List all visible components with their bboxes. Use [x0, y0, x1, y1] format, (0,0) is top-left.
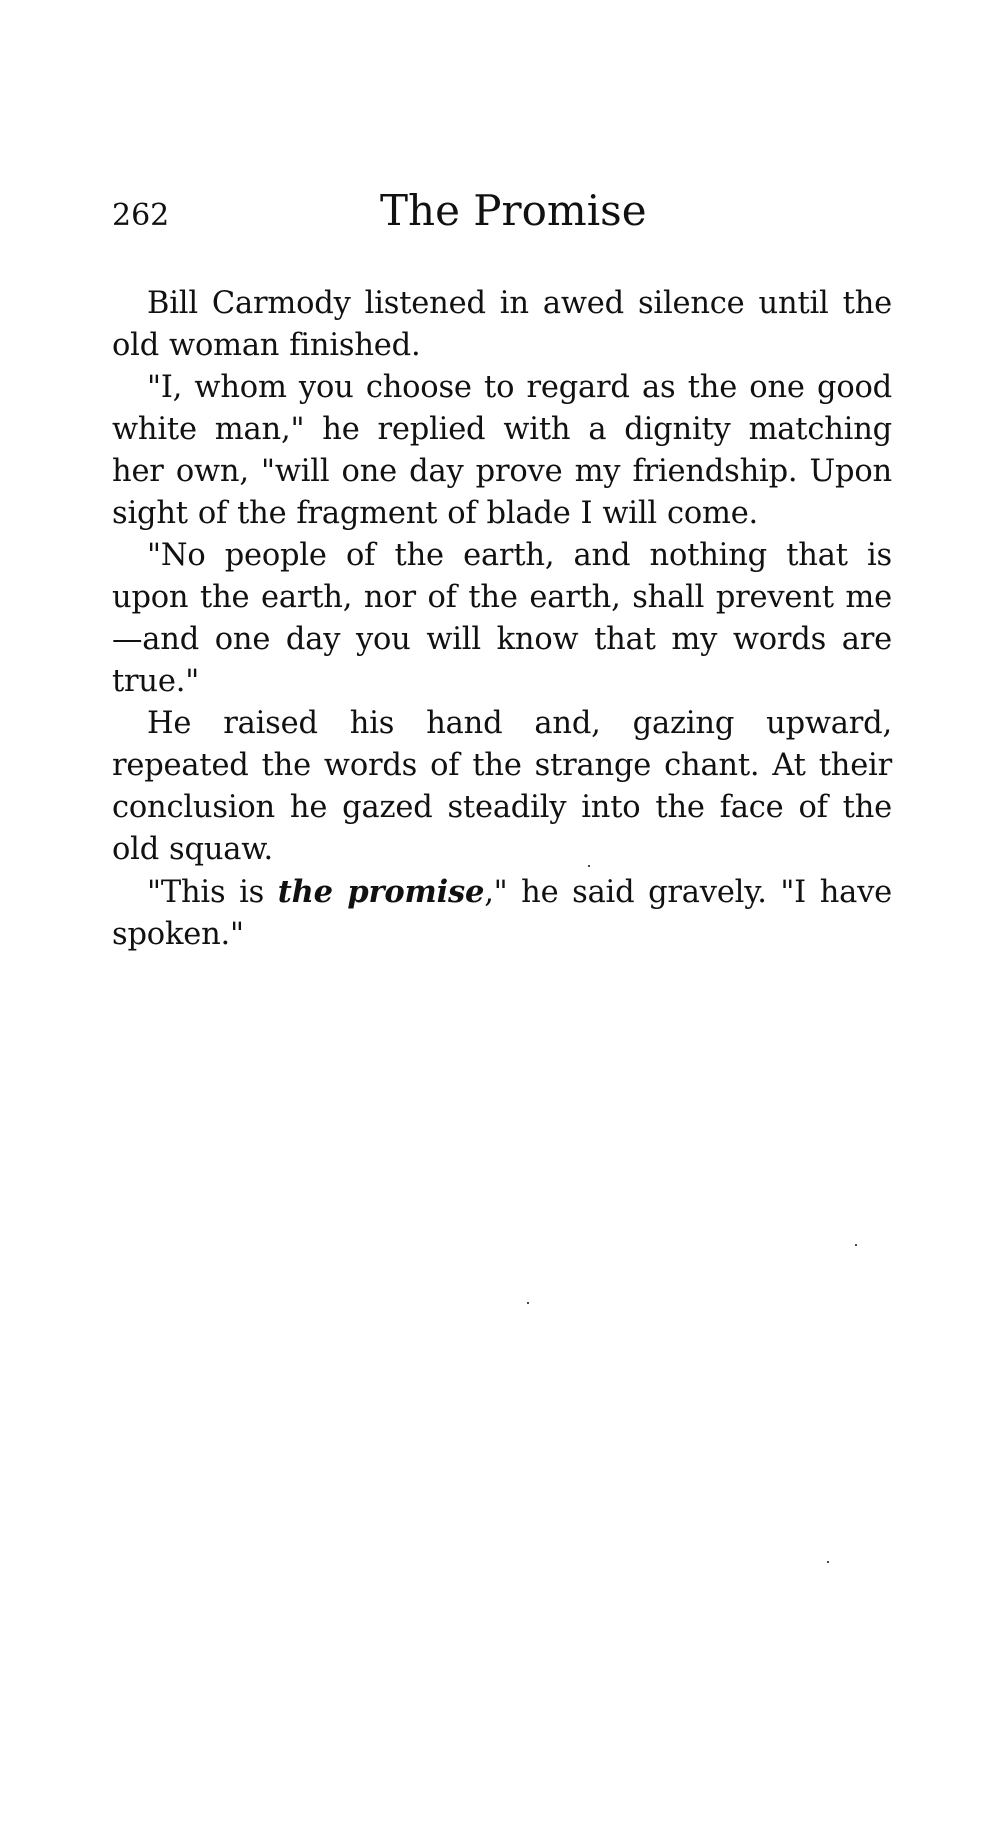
promise-quote-closing: ," he said gravely. "I have spoken." [112, 875, 892, 952]
print-speck [588, 865, 590, 867]
paragraph-raised-hand: He raised his hand and, gazing upward, repeated the words of the strange chant. At their conclusion he gazed steadily into the face of the old squaw. [112, 706, 892, 867]
print-speck [527, 1302, 529, 1304]
page-header [112, 186, 892, 246]
promise-italic-text: the promise [277, 874, 485, 910]
promise-quote-opening: "This is [147, 875, 278, 910]
body-text [112, 283, 892, 956]
paragraph-no-people: "No people of the earth, and nothing that is upon the earth, nor of the earth, shall prevent me —and one day you will know that my words are true." [112, 538, 892, 699]
paragraph-good-white-man: "I, whom you choose to regard as the one good white man," he replied with a dignity matching her own, "will one day prove my friendship. Upon sight of the fragment of blade I will come. [112, 370, 892, 531]
print-speck [827, 1561, 829, 1563]
running-title: The Promise [380, 186, 647, 235]
paragraph-carmody-listened: Bill Carmody listened in awed silence until the old woman finished. [112, 286, 892, 363]
page-number: 262 [112, 198, 170, 233]
paragraph-the-promise [112, 871, 892, 956]
print-speck [855, 1244, 857, 1246]
